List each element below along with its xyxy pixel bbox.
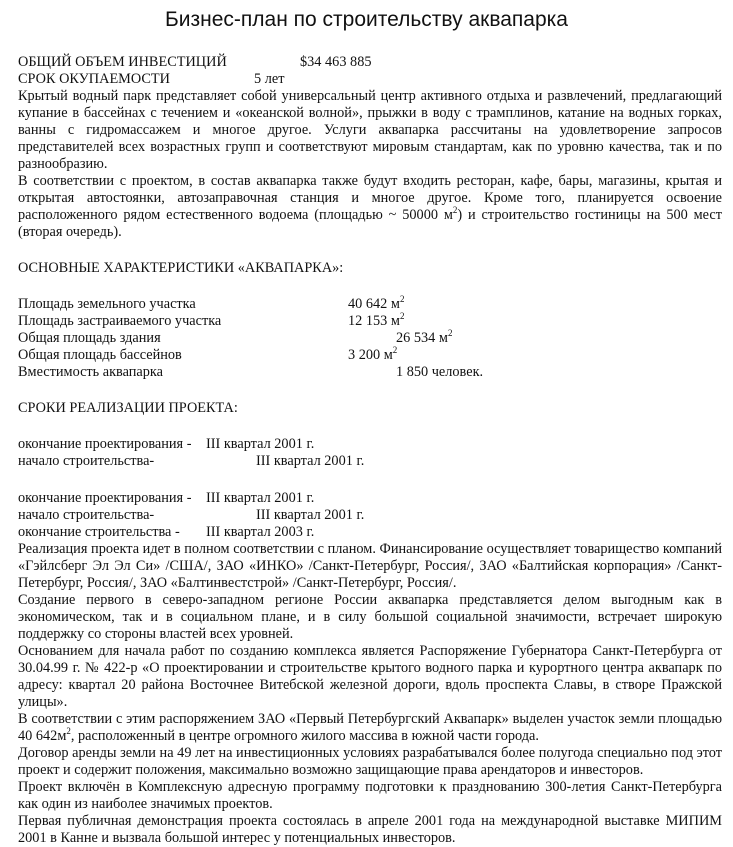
characteristic-value: 40 642 $м^2$ xyxy=(348,294,405,312)
timeline-label: начало строительства- xyxy=(18,453,155,469)
investment-label: ОБЩИЙ ОБЪЕМ ИНВЕСТИЦИЙ xyxy=(18,54,227,70)
characteristic-value: 12 153 $м^2$ xyxy=(348,311,405,329)
document-title: Бизнес-план по строительству аквапарка xyxy=(165,8,568,31)
intro-paragraph: Крытый водный парк представляет собой универсальный центр активного отдыха и развлечений, предлагающий купание в бассейнах с течением и «океанской волной», прыжки в воду с трамплинов, катание на водных горках, ванны с гидромассажем и многое другое. Услуги аквапарка рассчитаны на удовлетворение запросов представителей всех возрастных групп и соответствуют мировым стандартам, как по уровню качества, так и по разнообразию. xyxy=(18,88,722,172)
body-paragraph xyxy=(18,711,722,745)
characteristic-label: Общая площадь здания xyxy=(18,330,161,346)
body-paragraph-text: В соответствии с этим распоряжением ЗАО «Первый Петербургский Аквапарк» выделен участок земли площадью 40 642м xyxy=(18,711,722,744)
timeline-label: окончание строительства - xyxy=(18,524,180,540)
timeline-row xyxy=(18,524,722,541)
characteristic-row xyxy=(18,347,722,364)
body-paragraph-tail: , расположенный в центре огромного жилого массива в южной части города. xyxy=(70,728,539,744)
body-paragraph: Проект включён в Комплексную адресную программу подготовки к празднованию 300-летия Санкт-Петербурга как один из наиболее значимых проектов. xyxy=(18,779,722,812)
timeline-label: начало строительства- xyxy=(18,507,155,523)
timeline-value: III квартал 2001 г. xyxy=(256,453,365,469)
characteristic-row xyxy=(18,364,722,381)
intro-paragraph xyxy=(18,173,722,241)
intro-paragraph-tail: ) и строительство гостиницы на 500 мест (вторая очередь). xyxy=(18,207,722,240)
characteristic-label: Общая площадь бассейнов xyxy=(18,347,182,363)
characteristic-label: Площадь земельного участка xyxy=(18,296,196,312)
timeline-label: окончание проектирования - xyxy=(18,436,192,452)
payback-row xyxy=(18,71,722,88)
characteristic-label: Площадь застраиваемого участка xyxy=(18,313,222,329)
document-body xyxy=(18,54,722,847)
unit-superscript: 2 xyxy=(66,726,71,736)
characteristics-heading: ОСНОВНЫЕ ХАРАКТЕРИСТИКИ «АКВАПАРКА»: xyxy=(18,260,344,276)
characteristic-label: Вместимость аквапарка xyxy=(18,364,164,380)
body-paragraph: Договор аренды земли на 49 лет на инвестиционных условиях разрабатывался более полугода специально под этот проект и содержит положения, максимально возможно защищающие права арендаторов и инвесторов. xyxy=(18,745,722,778)
timeline-label: окончание проектирования - xyxy=(18,490,192,506)
characteristic-row xyxy=(18,330,722,347)
characteristic-row xyxy=(18,313,722,330)
timeline-value: III квартал 2001 г. xyxy=(206,490,315,506)
timeline-row xyxy=(18,436,722,453)
timeline-row xyxy=(18,507,722,524)
characteristic-value: 1 850 человек. xyxy=(396,364,484,380)
investment-row xyxy=(18,54,722,71)
characteristic-row xyxy=(18,296,722,313)
timeline-value: III квартал 2001 г. xyxy=(206,436,315,452)
characteristic-value: 3 200 $м^2$ xyxy=(348,345,398,363)
characteristic-value: 26 534 $м^2$ xyxy=(396,328,453,346)
timeline-value: III квартал 2001 г. xyxy=(256,507,365,523)
investment-value: $34 463 885 xyxy=(300,54,372,70)
body-paragraph: Основанием для начала работ по созданию комплекса является Распоряжение Губернатора Санкт-Петербурга от 30.04.99 г. № 422-р «О проектировании и строительстве крытого водного парка и курортного центра аквапарк по адресу: квартал 20 района Восточнее Витебской железной дороги, вдоль проспекта Славы, в створе Пражской улицы». xyxy=(18,643,722,710)
body-paragraph: Создание первого в северо-западном регионе России аквапарка представляется делом выгодным как в экономическом, так и в социальном плане, и в силу большой социальной значимости, встречает широкую поддержку со стороны властей всех уровней. xyxy=(18,592,722,642)
timeline-value: III квартал 2003 г. xyxy=(206,524,315,540)
timeline-heading: СРОКИ РЕАЛИЗАЦИИ ПРОЕКТА: xyxy=(18,400,238,416)
timeline-row xyxy=(18,453,722,470)
body-paragraph: Реализация проекта идет в полном соответствии с планом. Финансирование осуществляет товарищество компаний «Гэйлсберг Эл Эл Си» /США/, ЗАО «ИНКО» /Санкт-Петербург, Россия/, ЗАО «Балтийская корпорация» /Санкт-Петербург, Россия/, ЗАО «Балтинвестстрой» /Санкт-Петербург, Россия/. xyxy=(18,541,722,591)
payback-label: СРОК ОКУПАЕМОСТИ xyxy=(18,71,170,87)
unit-superscript: 2 xyxy=(452,205,458,215)
intro-paragraph-text: В соответствии с проектом, в состав аквапарка также будут входить ресторан, кафе, бары, магазины, крытая и открытая автостоянки, автозаправочная станция и многое другое. Кроме того, планируется освоение расположенного рядом естественного водоема (площадью ~ 50000 м xyxy=(18,173,722,223)
body-paragraph: Первая публичная демонстрация проекта состоялась в апреле 2001 года на международной выставке МИПИМ 2001 в Канне и вызвала большой интерес у потенциальных инвесторов. xyxy=(18,813,722,846)
payback-value: 5 лет xyxy=(254,71,285,87)
timeline-row xyxy=(18,490,722,507)
